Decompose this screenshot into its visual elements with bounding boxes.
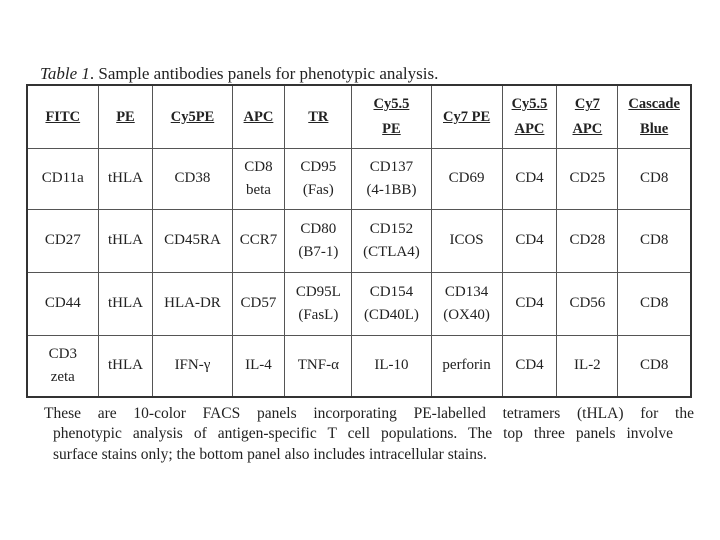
header-text: PE	[116, 108, 135, 125]
table-cell	[431, 149, 502, 210]
header-cell	[285, 85, 352, 149]
cell-text: tHLA	[107, 170, 143, 187]
table-cell	[431, 273, 502, 336]
cell-text: (FasL)	[298, 307, 339, 323]
header-text: Cy5.5	[511, 96, 548, 113]
table-cell	[618, 149, 691, 210]
cell-text: CD4	[515, 357, 544, 374]
cell-text: CD8	[639, 232, 669, 249]
header-cell	[352, 85, 431, 149]
table-cell	[285, 336, 352, 398]
cell-text: CD134	[444, 283, 489, 300]
cell-text: CD4	[515, 295, 544, 312]
table-cell	[27, 149, 98, 210]
table-cell	[232, 210, 285, 273]
cell-text: tHLA	[107, 357, 143, 374]
cell-text: CD38	[174, 170, 211, 187]
caption-label: Table 1	[40, 64, 90, 83]
cell-text: CD3	[48, 345, 77, 362]
table-cell	[352, 336, 431, 398]
table-cell	[285, 210, 352, 273]
cell-text: (Fas)	[302, 182, 334, 198]
cell-text: IL-2	[574, 357, 601, 374]
table-cell	[618, 336, 691, 398]
cell-text: CD11a	[41, 170, 84, 187]
cell-text: CD27	[44, 232, 81, 249]
table-cell	[232, 149, 285, 210]
table-cell	[557, 336, 618, 398]
cell-text: (CD40L)	[363, 307, 419, 323]
footnote-line: surface stains only; the bottom panel also includes intracellular stains.	[53, 445, 487, 463]
table-cell	[98, 210, 153, 273]
header-row	[27, 85, 691, 149]
header-cell	[27, 85, 98, 149]
table-cell	[352, 149, 431, 210]
header-text: APC	[243, 108, 274, 125]
cell-text: CD45RA	[164, 232, 221, 249]
cell-text: (OX40)	[443, 307, 490, 323]
cell-text: zeta	[50, 369, 75, 385]
cell-text: CD95	[300, 158, 337, 175]
cell-text: IFN-γ	[174, 357, 211, 374]
footnote-line: phenotypic analysis of antigen-specific T cell populations. The top three panels involve	[53, 425, 673, 443]
table-cell	[27, 210, 98, 273]
cell-text: (4-1BB)	[366, 182, 417, 198]
table-cell	[27, 273, 98, 336]
table-cell	[618, 273, 691, 336]
table-cell	[431, 210, 502, 273]
cell-text: CD28	[569, 232, 606, 249]
table-footnote	[44, 404, 694, 465]
cell-text: IL-4	[245, 357, 272, 374]
header-cell	[153, 85, 232, 149]
table-cell	[232, 336, 285, 398]
cell-text: CCR7	[239, 232, 278, 249]
cell-text: CD8	[639, 295, 669, 312]
table-row	[27, 210, 691, 273]
table-row	[27, 149, 691, 210]
table-cell	[502, 273, 557, 336]
header-text: Blue	[640, 121, 669, 137]
cell-text: perforin	[442, 357, 491, 374]
cell-text: CD69	[448, 170, 485, 187]
footnote-line: These are 10-color FACS panels incorporating PE-labelled tetramers (tHLA) for the	[44, 405, 694, 422]
cell-text: CD137	[369, 158, 414, 175]
cell-text: CD80	[300, 220, 337, 237]
antibody-panel-table	[26, 84, 692, 398]
cell-text: CD44	[44, 295, 81, 312]
table-cell	[232, 273, 285, 336]
table-cell	[352, 210, 431, 273]
table-cell	[557, 210, 618, 273]
cell-text: ICOS	[449, 232, 484, 249]
header-text: APC	[572, 121, 603, 137]
cell-text: (CTLA4)	[363, 244, 420, 260]
cell-text: CD154	[369, 283, 414, 300]
cell-text: CD8	[244, 158, 273, 175]
header-text: APC	[514, 121, 545, 137]
header-cell	[618, 85, 691, 149]
header-text: Cy5PE	[170, 108, 215, 125]
cell-text: CD56	[569, 295, 606, 312]
table-row	[27, 336, 691, 398]
table-cell	[557, 273, 618, 336]
cell-text: beta	[245, 182, 271, 198]
header-text: TR	[308, 108, 329, 125]
header-text: Cascade	[628, 96, 680, 113]
header-text: Cy5.5	[373, 96, 410, 113]
cell-text: tHLA	[107, 295, 143, 312]
table-caption	[40, 64, 438, 84]
header-text: FITC	[45, 108, 81, 125]
header-text: Cy7 PE	[443, 108, 491, 125]
table-row	[27, 273, 691, 336]
table-cell	[285, 149, 352, 210]
cell-text: CD8	[639, 357, 669, 374]
cell-text: CD4	[515, 232, 544, 249]
cell-text: CD95L	[295, 283, 341, 300]
table-cell	[27, 336, 98, 398]
cell-text: CD57	[240, 295, 277, 312]
cell-text: CD8	[639, 170, 669, 187]
header-cell	[502, 85, 557, 149]
header-cell	[431, 85, 502, 149]
header-text: PE	[382, 121, 401, 137]
table-cell	[502, 149, 557, 210]
cell-text: HLA-DR	[164, 295, 221, 312]
header-cell	[557, 85, 618, 149]
table-cell	[557, 149, 618, 210]
cell-text: tHLA	[107, 232, 143, 249]
table-cell	[502, 210, 557, 273]
header-cell	[232, 85, 285, 149]
cell-text: CD152	[369, 220, 414, 237]
table-cell	[153, 273, 232, 336]
cell-text: CD25	[569, 170, 606, 187]
cell-text: IL-10	[374, 357, 409, 374]
caption-text: . Sample antibodies panels for phenotypic analysis.	[89, 64, 439, 83]
cell-text: CD4	[515, 170, 544, 187]
table-cell	[502, 336, 557, 398]
cell-text: TNF-α	[297, 357, 339, 374]
table-cell	[431, 336, 502, 398]
table-cell	[98, 273, 153, 336]
table-cell	[153, 336, 232, 398]
table-cell	[153, 149, 232, 210]
table-cell	[98, 149, 153, 210]
header-cell	[98, 85, 153, 149]
cell-text: (B7-1)	[298, 244, 339, 260]
table-cell	[618, 210, 691, 273]
table-cell	[98, 336, 153, 398]
table-cell	[285, 273, 352, 336]
header-text: Cy7	[574, 96, 600, 113]
table-cell	[352, 273, 431, 336]
table-cell	[153, 210, 232, 273]
